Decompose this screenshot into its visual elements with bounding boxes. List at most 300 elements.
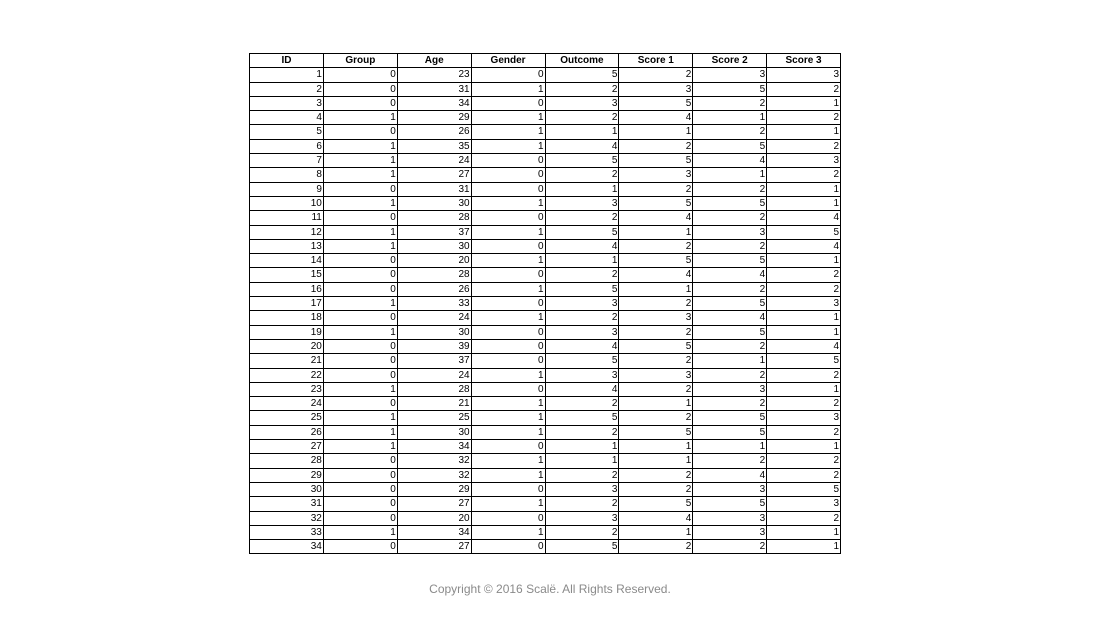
cell-id: 20: [250, 339, 324, 353]
cell-id: 22: [250, 368, 324, 382]
cell-outcome: 5: [545, 154, 619, 168]
cell-age: 37: [397, 354, 471, 368]
cell-gender: 0: [471, 339, 545, 353]
cell-id: 29: [250, 468, 324, 482]
cell-outcome: 2: [545, 211, 619, 225]
cell-gender: 1: [471, 368, 545, 382]
cell-gender: 0: [471, 540, 545, 554]
cell-score-1: 2: [619, 540, 693, 554]
cell-outcome: 2: [545, 268, 619, 282]
cell-id: 15: [250, 268, 324, 282]
cell-outcome: 1: [545, 454, 619, 468]
cell-score-3: 4: [767, 239, 841, 253]
cell-group: 0: [323, 68, 397, 82]
cell-score-1: 2: [619, 382, 693, 396]
table-row: [250, 139, 841, 153]
cell-group: 1: [323, 225, 397, 239]
header-age: Age: [397, 54, 471, 68]
cell-group: 0: [323, 282, 397, 296]
cell-id: 17: [250, 297, 324, 311]
table-row: [250, 368, 841, 382]
cell-id: 11: [250, 211, 324, 225]
cell-group: 1: [323, 139, 397, 153]
cell-score-2: 3: [693, 382, 767, 396]
cell-score-1: 5: [619, 96, 693, 110]
cell-id: 34: [250, 540, 324, 554]
cell-group: 0: [323, 397, 397, 411]
cell-group: 0: [323, 511, 397, 525]
header-score-1: Score 1: [619, 54, 693, 68]
cell-score-2: 2: [693, 397, 767, 411]
cell-score-3: 4: [767, 339, 841, 353]
cell-score-2: 5: [693, 411, 767, 425]
table-row: [250, 482, 841, 496]
table-row: [250, 454, 841, 468]
cell-outcome: 3: [545, 297, 619, 311]
cell-score-3: 2: [767, 111, 841, 125]
cell-score-3: 2: [767, 282, 841, 296]
cell-gender: 1: [471, 454, 545, 468]
data-table: [249, 53, 841, 554]
cell-gender: 0: [471, 482, 545, 496]
cell-score-3: 5: [767, 482, 841, 496]
cell-score-2: 2: [693, 454, 767, 468]
cell-score-1: 2: [619, 411, 693, 425]
cell-score-1: 2: [619, 468, 693, 482]
cell-score-1: 2: [619, 68, 693, 82]
header-row: [250, 54, 841, 68]
cell-group: 1: [323, 411, 397, 425]
table-row: [250, 425, 841, 439]
cell-id: 25: [250, 411, 324, 425]
cell-score-1: 2: [619, 354, 693, 368]
cell-gender: 1: [471, 225, 545, 239]
cell-group: 0: [323, 182, 397, 196]
cell-gender: 0: [471, 354, 545, 368]
cell-score-3: 5: [767, 225, 841, 239]
cell-score-2: 3: [693, 511, 767, 525]
cell-gender: 1: [471, 282, 545, 296]
cell-gender: 0: [471, 68, 545, 82]
cell-score-3: 5: [767, 354, 841, 368]
cell-id: 32: [250, 511, 324, 525]
cell-score-3: 1: [767, 325, 841, 339]
cell-age: 32: [397, 454, 471, 468]
cell-score-3: 2: [767, 468, 841, 482]
cell-score-1: 2: [619, 239, 693, 253]
cell-outcome: 5: [545, 540, 619, 554]
table-row: [250, 511, 841, 525]
cell-score-1: 1: [619, 225, 693, 239]
cell-id: 12: [250, 225, 324, 239]
cell-age: 24: [397, 368, 471, 382]
cell-gender: 0: [471, 239, 545, 253]
cell-score-2: 2: [693, 182, 767, 196]
cell-group: 0: [323, 96, 397, 110]
cell-score-1: 2: [619, 297, 693, 311]
cell-score-2: 3: [693, 525, 767, 539]
cell-id: 2: [250, 82, 324, 96]
cell-outcome: 2: [545, 425, 619, 439]
cell-gender: 0: [471, 211, 545, 225]
cell-score-3: 3: [767, 411, 841, 425]
cell-gender: 0: [471, 297, 545, 311]
cell-score-2: 5: [693, 497, 767, 511]
cell-age: 34: [397, 96, 471, 110]
table-row: [250, 540, 841, 554]
cell-score-1: 5: [619, 154, 693, 168]
cell-score-1: 5: [619, 254, 693, 268]
cell-gender: 0: [471, 168, 545, 182]
cell-score-2: 2: [693, 282, 767, 296]
table-row: [250, 497, 841, 511]
cell-id: 13: [250, 239, 324, 253]
cell-gender: 1: [471, 311, 545, 325]
cell-score-3: 3: [767, 68, 841, 82]
cell-score-3: 1: [767, 311, 841, 325]
cell-group: 0: [323, 211, 397, 225]
table-row: [250, 411, 841, 425]
cell-outcome: 4: [545, 339, 619, 353]
cell-group: 1: [323, 325, 397, 339]
cell-gender: 0: [471, 182, 545, 196]
cell-age: 26: [397, 282, 471, 296]
cell-id: 28: [250, 454, 324, 468]
cell-score-3: 1: [767, 254, 841, 268]
cell-score-3: 1: [767, 440, 841, 454]
cell-score-1: 4: [619, 211, 693, 225]
cell-age: 35: [397, 139, 471, 153]
table-row: [250, 325, 841, 339]
cell-id: 3: [250, 96, 324, 110]
cell-score-3: 3: [767, 497, 841, 511]
cell-score-2: 3: [693, 68, 767, 82]
cell-outcome: 2: [545, 82, 619, 96]
cell-score-3: 1: [767, 382, 841, 396]
cell-outcome: 3: [545, 482, 619, 496]
cell-score-2: 5: [693, 297, 767, 311]
cell-score-2: 4: [693, 268, 767, 282]
cell-group: 0: [323, 82, 397, 96]
cell-id: 1: [250, 68, 324, 82]
cell-score-3: 2: [767, 511, 841, 525]
cell-id: 7: [250, 154, 324, 168]
cell-id: 27: [250, 440, 324, 454]
cell-group: 0: [323, 268, 397, 282]
table-row: [250, 354, 841, 368]
cell-outcome: 4: [545, 139, 619, 153]
header-score-3: Score 3: [767, 54, 841, 68]
table-row: [250, 339, 841, 353]
cell-age: 28: [397, 382, 471, 396]
cell-gender: 1: [471, 425, 545, 439]
cell-age: 39: [397, 339, 471, 353]
cell-score-1: 5: [619, 196, 693, 210]
table-row: [250, 182, 841, 196]
header-group: Group: [323, 54, 397, 68]
cell-gender: 0: [471, 154, 545, 168]
cell-group: 0: [323, 254, 397, 268]
cell-id: 31: [250, 497, 324, 511]
cell-score-1: 1: [619, 125, 693, 139]
cell-id: 4: [250, 111, 324, 125]
cell-score-2: 4: [693, 154, 767, 168]
cell-age: 37: [397, 225, 471, 239]
cell-gender: 1: [471, 82, 545, 96]
cell-score-1: 4: [619, 111, 693, 125]
table-row: [250, 154, 841, 168]
cell-score-3: 2: [767, 168, 841, 182]
cell-score-3: 2: [767, 454, 841, 468]
cell-outcome: 2: [545, 397, 619, 411]
table-row: [250, 382, 841, 396]
cell-outcome: 1: [545, 440, 619, 454]
table-row: [250, 239, 841, 253]
cell-gender: 1: [471, 497, 545, 511]
cell-age: 21: [397, 397, 471, 411]
cell-gender: 1: [471, 411, 545, 425]
cell-score-3: 1: [767, 96, 841, 110]
cell-outcome: 3: [545, 96, 619, 110]
cell-gender: 0: [471, 382, 545, 396]
cell-age: 33: [397, 297, 471, 311]
table-row: [250, 440, 841, 454]
table-row: [250, 111, 841, 125]
cell-score-3: 1: [767, 182, 841, 196]
cell-age: 27: [397, 540, 471, 554]
cell-group: 0: [323, 311, 397, 325]
copyright-notice: Copyright © 2016 Scalë. All Rights Reserved.: [429, 582, 671, 596]
table-row: [250, 311, 841, 325]
cell-score-3: 1: [767, 196, 841, 210]
cell-score-2: 1: [693, 168, 767, 182]
cell-age: 28: [397, 268, 471, 282]
header-score-2: Score 2: [693, 54, 767, 68]
cell-outcome: 4: [545, 239, 619, 253]
cell-score-1: 5: [619, 339, 693, 353]
cell-age: 29: [397, 111, 471, 125]
cell-gender: 1: [471, 525, 545, 539]
cell-score-2: 3: [693, 225, 767, 239]
cell-outcome: 5: [545, 354, 619, 368]
cell-score-1: 3: [619, 168, 693, 182]
cell-outcome: 3: [545, 325, 619, 339]
header-gender: Gender: [471, 54, 545, 68]
cell-score-2: 2: [693, 540, 767, 554]
cell-gender: 0: [471, 325, 545, 339]
cell-outcome: 5: [545, 411, 619, 425]
cell-score-2: 4: [693, 311, 767, 325]
cell-group: 1: [323, 297, 397, 311]
table-row: [250, 525, 841, 539]
table-row: [250, 96, 841, 110]
cell-age: 29: [397, 482, 471, 496]
cell-score-2: 5: [693, 82, 767, 96]
table-row: [250, 254, 841, 268]
cell-score-1: 2: [619, 325, 693, 339]
cell-age: 24: [397, 154, 471, 168]
cell-group: 0: [323, 339, 397, 353]
cell-id: 26: [250, 425, 324, 439]
cell-age: 25: [397, 411, 471, 425]
cell-id: 16: [250, 282, 324, 296]
cell-score-3: 1: [767, 540, 841, 554]
cell-age: 30: [397, 196, 471, 210]
cell-id: 10: [250, 196, 324, 210]
cell-outcome: 3: [545, 368, 619, 382]
cell-age: 27: [397, 168, 471, 182]
cell-group: 1: [323, 154, 397, 168]
cell-id: 23: [250, 382, 324, 396]
cell-group: 1: [323, 425, 397, 439]
cell-score-3: 4: [767, 211, 841, 225]
cell-score-2: 2: [693, 211, 767, 225]
cell-outcome: 5: [545, 225, 619, 239]
cell-score-1: 4: [619, 268, 693, 282]
cell-age: 32: [397, 468, 471, 482]
cell-age: 28: [397, 211, 471, 225]
cell-group: 0: [323, 468, 397, 482]
cell-age: 31: [397, 82, 471, 96]
cell-outcome: 5: [545, 68, 619, 82]
header-outcome: Outcome: [545, 54, 619, 68]
table-row: [250, 82, 841, 96]
cell-outcome: 3: [545, 511, 619, 525]
cell-score-1: 5: [619, 497, 693, 511]
cell-group: 1: [323, 440, 397, 454]
cell-score-2: 5: [693, 425, 767, 439]
cell-age: 30: [397, 425, 471, 439]
table-row: [250, 196, 841, 210]
cell-score-2: 4: [693, 468, 767, 482]
cell-outcome: 2: [545, 111, 619, 125]
cell-score-1: 2: [619, 139, 693, 153]
cell-score-2: 1: [693, 440, 767, 454]
cell-gender: 1: [471, 139, 545, 153]
table-row: [250, 282, 841, 296]
cell-outcome: 4: [545, 382, 619, 396]
cell-gender: 0: [471, 96, 545, 110]
table-row: [250, 125, 841, 139]
cell-id: 24: [250, 397, 324, 411]
cell-score-3: 1: [767, 525, 841, 539]
cell-gender: 1: [471, 125, 545, 139]
cell-score-2: 5: [693, 196, 767, 210]
table-row: [250, 225, 841, 239]
cell-age: 23: [397, 68, 471, 82]
cell-group: 0: [323, 125, 397, 139]
cell-score-2: 5: [693, 139, 767, 153]
cell-score-3: 1: [767, 125, 841, 139]
cell-score-3: 2: [767, 82, 841, 96]
cell-id: 8: [250, 168, 324, 182]
cell-outcome: 2: [545, 311, 619, 325]
cell-group: 0: [323, 540, 397, 554]
cell-age: 20: [397, 254, 471, 268]
table-body: [250, 68, 841, 554]
cell-score-1: 3: [619, 311, 693, 325]
cell-score-1: 3: [619, 368, 693, 382]
cell-group: 0: [323, 354, 397, 368]
cell-score-2: 1: [693, 111, 767, 125]
cell-score-3: 3: [767, 154, 841, 168]
cell-id: 6: [250, 139, 324, 153]
cell-group: 1: [323, 168, 397, 182]
table-row: [250, 297, 841, 311]
cell-score-1: 1: [619, 282, 693, 296]
cell-outcome: 1: [545, 254, 619, 268]
table-row: [250, 468, 841, 482]
cell-id: 33: [250, 525, 324, 539]
cell-gender: 0: [471, 268, 545, 282]
cell-score-2: 2: [693, 96, 767, 110]
cell-id: 9: [250, 182, 324, 196]
cell-gender: 1: [471, 254, 545, 268]
cell-group: 0: [323, 454, 397, 468]
cell-age: 34: [397, 440, 471, 454]
cell-id: 5: [250, 125, 324, 139]
table-row: [250, 268, 841, 282]
cell-gender: 1: [471, 397, 545, 411]
cell-score-1: 5: [619, 425, 693, 439]
cell-group: 1: [323, 111, 397, 125]
cell-score-2: 5: [693, 325, 767, 339]
cell-score-1: 1: [619, 397, 693, 411]
cell-outcome: 2: [545, 468, 619, 482]
cell-id: 14: [250, 254, 324, 268]
cell-outcome: 5: [545, 282, 619, 296]
cell-score-3: 2: [767, 397, 841, 411]
table-row: [250, 397, 841, 411]
cell-group: 0: [323, 482, 397, 496]
cell-score-1: 3: [619, 82, 693, 96]
cell-score-1: 1: [619, 440, 693, 454]
table-row: [250, 211, 841, 225]
cell-score-3: 2: [767, 425, 841, 439]
cell-group: 1: [323, 239, 397, 253]
cell-outcome: 3: [545, 196, 619, 210]
cell-score-2: 3: [693, 482, 767, 496]
cell-score-3: 2: [767, 139, 841, 153]
cell-score-1: 4: [619, 511, 693, 525]
cell-score-3: 2: [767, 368, 841, 382]
cell-score-1: 2: [619, 482, 693, 496]
cell-score-2: 2: [693, 368, 767, 382]
cell-score-2: 2: [693, 339, 767, 353]
cell-group: 1: [323, 525, 397, 539]
cell-gender: 1: [471, 196, 545, 210]
cell-score-3: 3: [767, 297, 841, 311]
cell-gender: 0: [471, 440, 545, 454]
cell-gender: 0: [471, 511, 545, 525]
cell-score-1: 1: [619, 525, 693, 539]
cell-age: 34: [397, 525, 471, 539]
cell-id: 18: [250, 311, 324, 325]
cell-id: 30: [250, 482, 324, 496]
cell-outcome: 2: [545, 168, 619, 182]
cell-score-2: 2: [693, 239, 767, 253]
cell-id: 19: [250, 325, 324, 339]
cell-outcome: 2: [545, 525, 619, 539]
cell-age: 27: [397, 497, 471, 511]
cell-gender: 1: [471, 468, 545, 482]
cell-score-2: 5: [693, 254, 767, 268]
cell-group: 1: [323, 196, 397, 210]
cell-score-3: 2: [767, 268, 841, 282]
cell-score-1: 1: [619, 454, 693, 468]
cell-age: 20: [397, 511, 471, 525]
cell-group: 0: [323, 368, 397, 382]
